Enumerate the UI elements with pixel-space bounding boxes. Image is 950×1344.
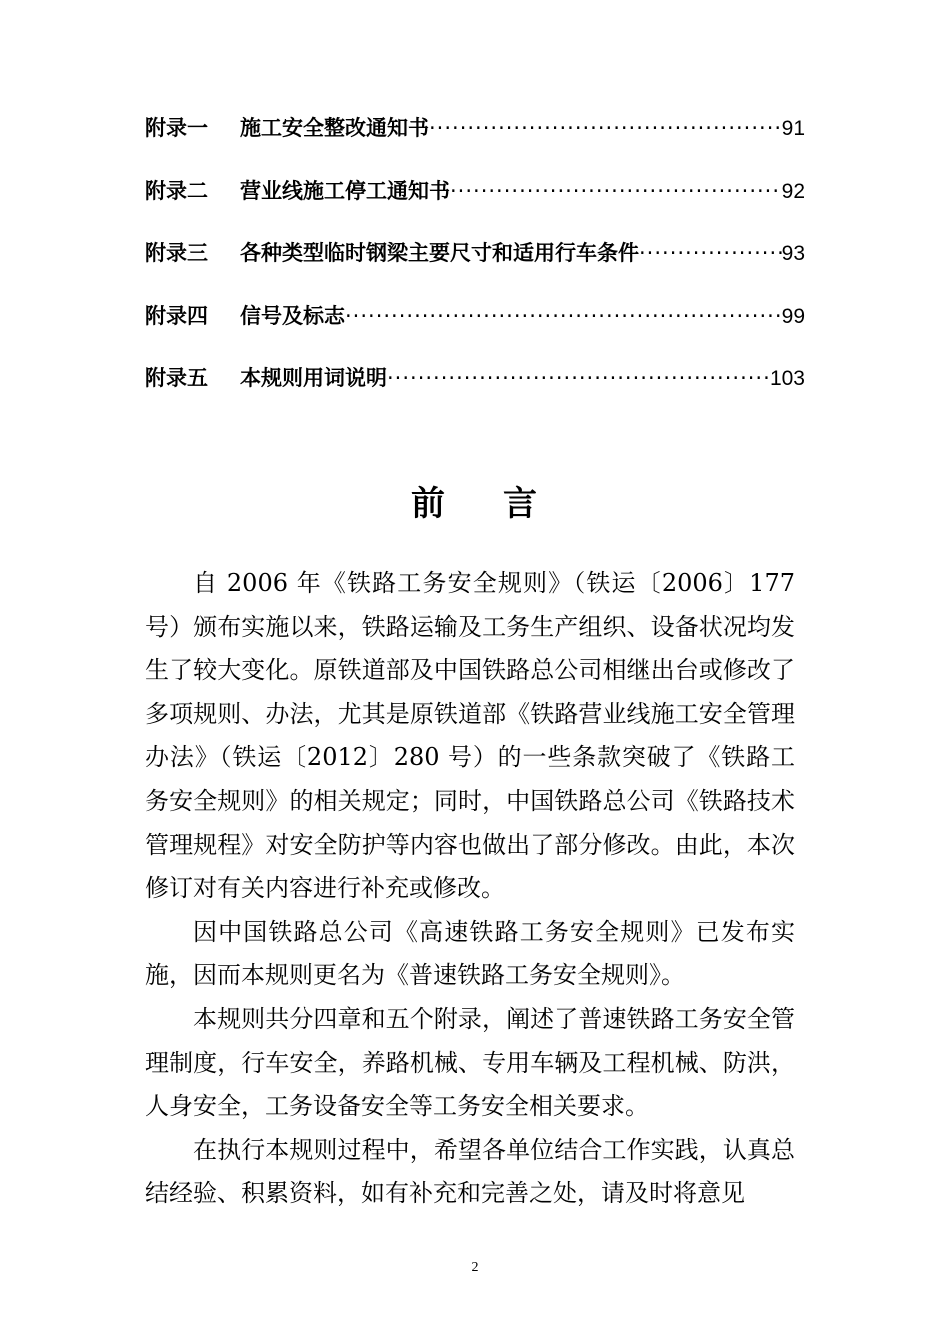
toc-dot-leader [387,366,770,390]
toc-entry-page: 99 [781,304,805,328]
paragraph: 因中国铁路总公司《高速铁路工务安全规则》已发布实施，因而本规则更名为《普速铁路工务安全规则》。 [145,917,795,990]
toc-entry[interactable] [145,300,805,363]
toc-dot-leader [429,116,782,140]
section-heading [0,476,950,525]
toc-entry-title: 营业线施工停工通知书 [240,178,450,203]
toc-entry-label: 附录四 [145,303,208,328]
toc-entry-page: 93 [781,242,805,265]
toc-entry[interactable] [145,112,805,175]
toc-entry-title: 施工安全整改通知书 [240,116,429,140]
toc-entry-label: 附录三 [145,241,208,265]
toc-entry-page: 103 [769,367,805,390]
toc-entry-title: 信号及标志 [240,303,345,328]
heading-char-first: 前 [411,484,447,524]
toc-entry-label: 附录五 [145,366,208,390]
toc-entry[interactable] [145,237,805,300]
toc-dot-leader [450,179,782,203]
toc-entry-page: 92 [781,179,805,203]
heading-char-second: 言 [503,484,539,524]
toc-entry-page: 91 [781,117,805,140]
toc-entry-title: 本规则用词说明 [240,366,387,390]
toc-entry-label: 附录二 [145,178,208,203]
toc-dot-leader [345,304,782,328]
paragraph: 在执行本规则过程中，希望各单位结合工作实践，认真总结经验、积累资料，如有补充和完善之处，请及时将意见 [145,1135,795,1208]
toc-dot-leader [639,241,782,265]
paragraph: 自 2006 年《铁路工务安全规则》（铁运〔2006〕177 号）颁布实施以来，铁路运输及工务生产组织、设备状况均发生了较大变化。原铁道部及中国铁路总公司相继出台或修改了多项规则、办法，尤其是原铁道部《铁路营业线施工安全管理办法》（铁运〔2012〕280 号）的一些条款突破了《铁路工务安全规则》的相关规定；同时，中国铁路总公司《铁路技术管理规程》对安全防护等内容也做出了部分修改。由此，本次修订对有关内容进行补充或修改。 [145,569,795,903]
toc-entry-label: 附录一 [145,116,208,140]
preface-body [145,562,795,1216]
paragraph: 本规则共分四章和五个附录，阐述了普速铁路工务安全管理制度，行车安全，养路机械、专用车辆及工程机械、防洪，人身安全，工务设备安全等工务安全相关要求。 [145,1004,795,1121]
toc-entry[interactable] [145,362,805,425]
toc-entry[interactable] [145,175,805,238]
toc-entry-title: 各种类型临时钢梁主要尺寸和适用行车条件 [240,241,639,265]
page-number: 2 [471,1260,479,1275]
appendix-list [145,112,805,425]
